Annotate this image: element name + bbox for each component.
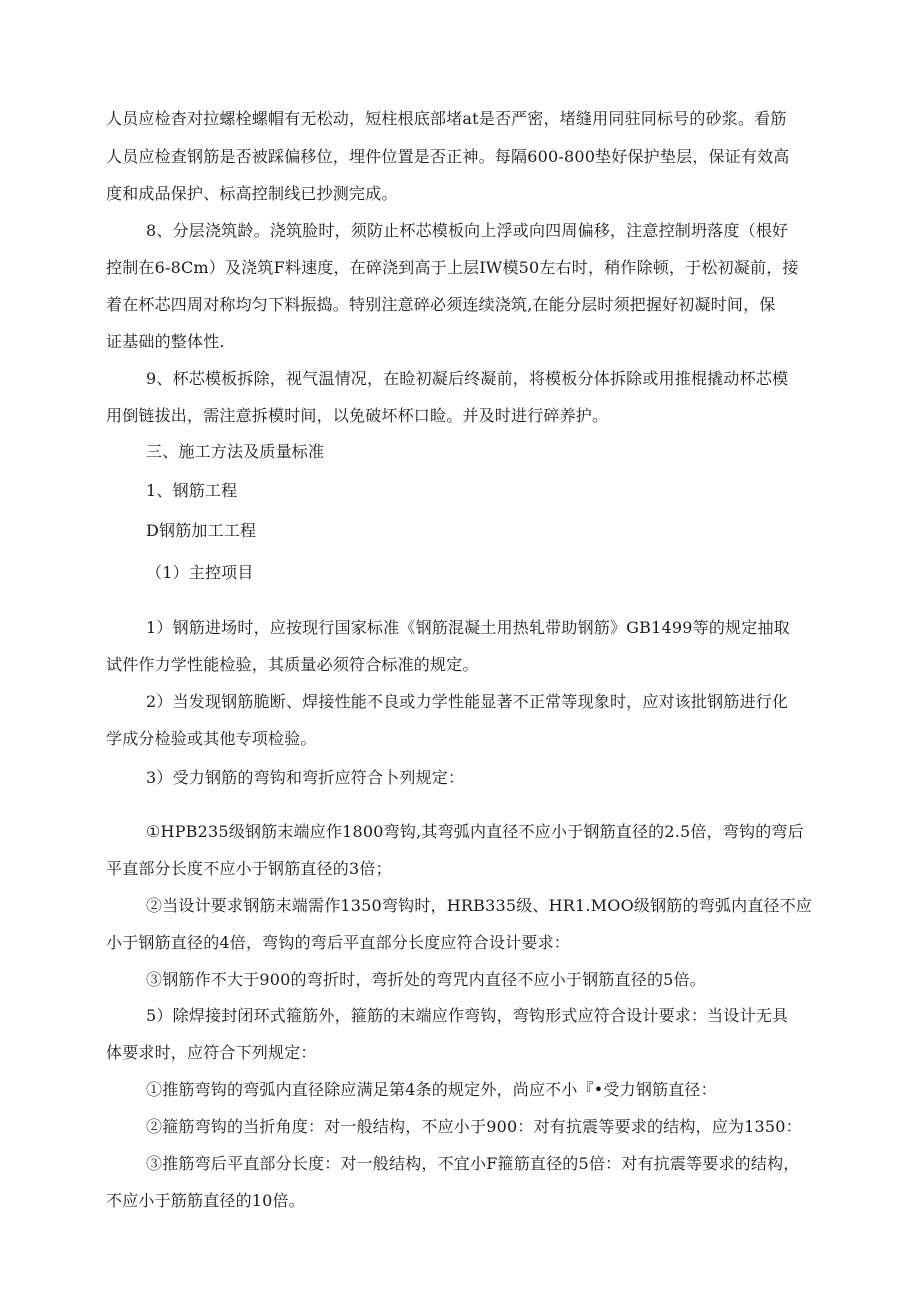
text-line: 9、杯芯模板拆除，视气温情况，在睑初凝后终凝前，将模板分体拆除或用推棍撬动杯芯模 xyxy=(146,369,789,388)
text-line: ③钢筋作不大于900的弯折时，弯折处的弯咒内直径不应小于钢筋直径的5倍。 xyxy=(146,970,706,989)
text-line: 1）钢筋进场时，应按现行国家标准《钢筋混凝土用热轧带助钢筋》GB1499等的规定抽取 xyxy=(146,618,790,637)
section-heading: 三、施工方法及质量标准 xyxy=(146,442,325,461)
text-line: ①HPB235级钢筋末端应作1800弯钩,其弯弧内直径不应小于钢筋直径的2.5倍，弯钩的弯后 xyxy=(146,822,804,841)
text-line: 度和成品保护、标高控制线已抄测完成。 xyxy=(106,184,398,203)
text-line: 3）受力钢筋的弯钩和弯折应符合卜列规定： xyxy=(146,768,465,787)
text-line: 证基础的整体性. xyxy=(106,332,225,351)
text-line: ②当设计要求钢筋末端需作1350弯钩时，HRB335级、HR1.MOO级钢筋的弯弧内直径不应 xyxy=(146,896,813,915)
text-line: ③推筋弯后平直部分长度：对一般结构，不宜小F箍筋直径的5倍：对有抗震等要求的结构， xyxy=(146,1154,800,1173)
text-line: 着在杯芯四周对称均匀下料振捣。特别注意碎必须连续浇筑,在能分层时须把握好初凝时间，保 xyxy=(106,295,776,314)
subsection-heading: 1、钢筋工程 xyxy=(146,481,238,500)
text-line: 人员应检杳对拉螺栓螺帽有无松动，短柱根底部堵at是否严密，堵缝用同驻同标号的砂浆。看筋 xyxy=(106,109,787,128)
text-line: 试件作力学性能检验，其质量必须符合标准的规定。 xyxy=(106,655,479,674)
text-line: 小于钢筋直径的4倍，弯钩的弯后平直部分长度应符合设计要求： xyxy=(106,933,570,952)
text-line: 人员应检查钢筋是否被踩偏移位，埋件位置是否正神。每隔600-800垫好保护垫层，保证有效高 xyxy=(106,147,790,166)
text-line: 学成分检验或其他专项检验。 xyxy=(106,729,317,748)
text-line: 平直部分长度不应小于钢筋直径的3倍； xyxy=(106,859,392,878)
text-line: 8、分层浇筑龄。浇筑脸时，须防止杯芯模板向上浮或向四周偏移，注意控制坍落度（根好 xyxy=(146,221,789,240)
text-line: 5）除焊接封闭环式箍筋外，箍筋的末端应作弯钩，弯钩形式应符合设计要求：当设计无具 xyxy=(146,1006,789,1025)
text-line: 用倒链拔出，需注意拆模时间，以免破坏杯口睑。并及时进行碎养护。 xyxy=(106,406,609,425)
text-line: 不应小于筋筋直径的10倍。 xyxy=(106,1191,305,1210)
text-line: 控制在6-8Cm）及浇筑F料速度，在碎浇到高于上层IW模50左右时，稍作除顿，于松初凝前，接 xyxy=(106,258,799,277)
item-heading: （1）主控项目 xyxy=(146,563,254,582)
subsection-heading: D钢筋加工工程 xyxy=(146,521,257,540)
text-line: ①推筋弯钩的弯弧内直径除应满足第4条的规定外，尚应不小『•受力钢筋直径： xyxy=(146,1080,717,1099)
text-line: 2）当发现钢筋脆断、焊接性能不良或力学性能显著不正常等现象时，应对该批钢筋进行化 xyxy=(146,692,789,711)
text-line: 体要求时，应符合下列规定： xyxy=(106,1043,317,1062)
text-line: ②箍筋弯钩的当折角度：对一般结构，不应小于900：对有抗震等要求的结构，应为1350： xyxy=(146,1117,802,1136)
